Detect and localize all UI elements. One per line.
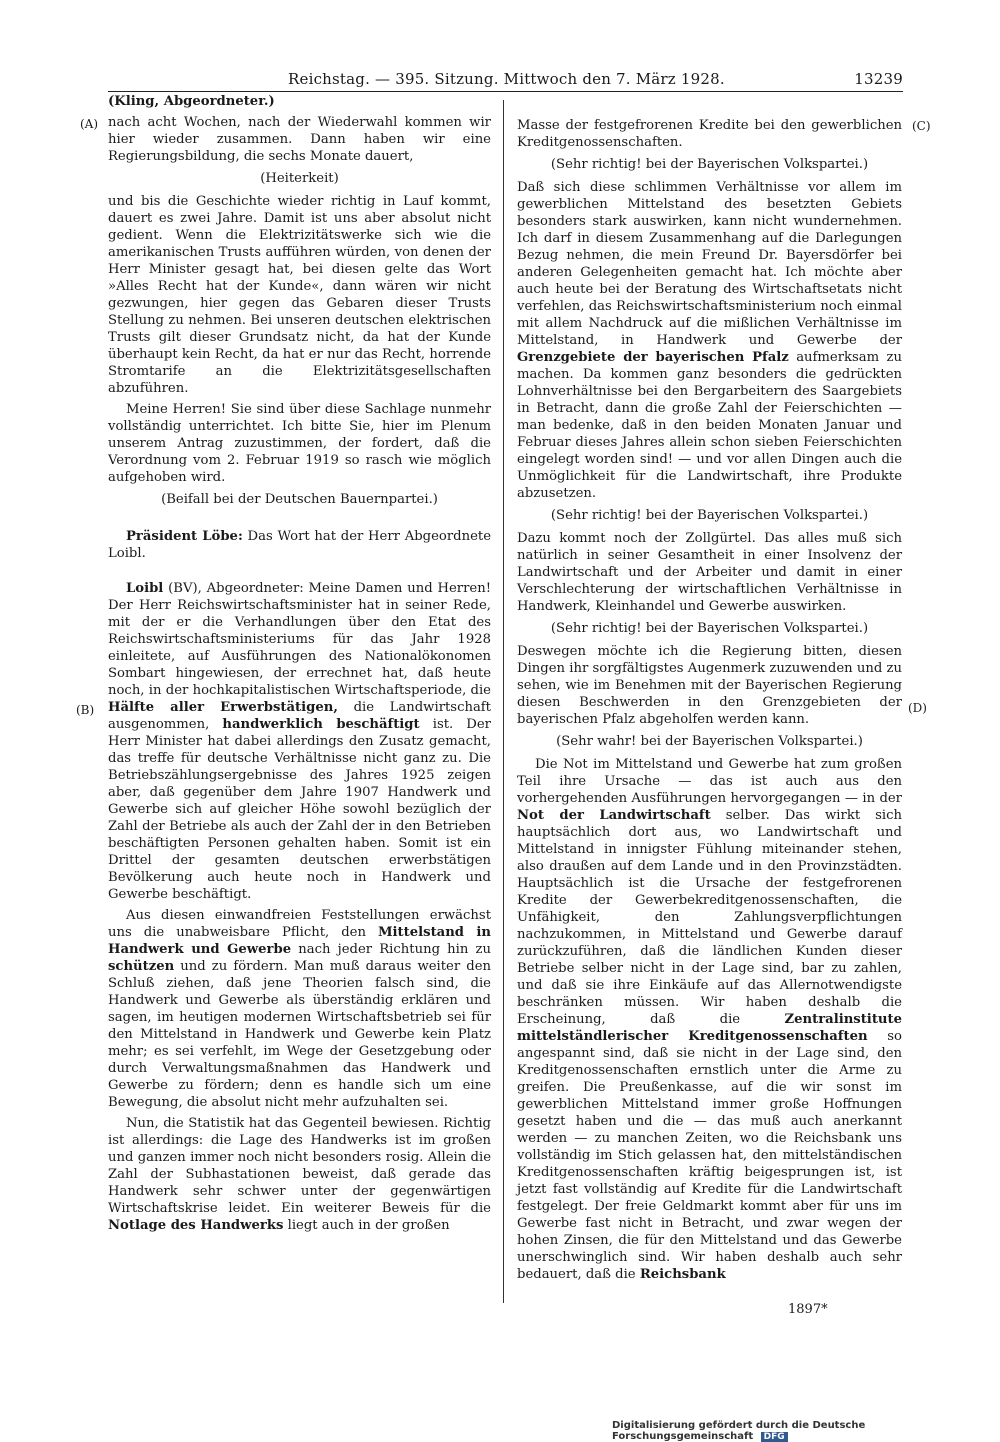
page-title: Reichstag. — 395. Sitzung. Mittwoch den 7. März 1928. [288, 70, 725, 88]
speaker-name: Loibl [126, 581, 164, 596]
signature-mark: 1897* [788, 1302, 828, 1317]
margin-marker-d: (D) [908, 701, 927, 715]
reaction: (Sehr richtig! bei der Bayerischen Volkspartei.) [550, 157, 869, 172]
left-column [108, 93, 491, 1238]
loibl-speech: Loibl (BV), Abgeordneter: Meine Damen und Herren! Der Herr Reichswirtschaftsminister hat in seiner Rede, mit der er die Verhandlungen über den Etat des Reichswirtschaftsministeriums für das Jahr 1928 einleitete, auf Ausführungen des Nationalökonomen Sombart hingewiesen, der errechnet hat, daß heute noch, in der hochkapitalistischen Wirtschaftsperiode, die Hälfte aller Erwerbstätigen, die Landwirtschaft ausgenommen, handwerklich beschäftigt ist. Der Herr Minister hat dabei allerdings den Zusatz gemacht, das treffe für deutsche Verhältnisse nicht ganz zu. Die Betriebszählungsergebnisse des Jahres 1925 zeigen aber, daß gegenüber dem Jahre 1907 Handwerk und Gewerbe sich auf gleicher Höhe sowohl bezüglich der Zahl der Betriebe als auch der Zahl der in den Betrieben beschäftigten Personen gehalten haben. Somit ist ein Drittel der gesamten deutschen erwerbstätigen Bevölkerung auch heute noch in Handwerk und Gewerbe beschäftigt. [108, 581, 491, 902]
page-header [108, 66, 903, 90]
paragraph: nach acht Wochen, nach der Wiederwahl kommen wir hier wieder zusammen. Dann haben wir eine Regierungsbildung, die sechs Monate dauert, [108, 115, 491, 164]
page-number: 13239 [854, 70, 903, 88]
speaker-name: Präsident Löbe: [126, 529, 243, 544]
paragraph: Dazu kommt noch der Zollgürtel. Das alles muß sich natürlich in seiner Gesamtheit in einer Insolvenz der Landwirtschaft und der Arbeiter und damit in einer Verschlechterung der wirtschaftlichen Verhältnisse in Handwerk, Kleinhandel und Gewerbe auswirken. [517, 531, 902, 614]
reaction: (Sehr richtig! bei der Bayerischen Volkspartei.) [550, 508, 869, 523]
margin-marker-c: (C) [912, 119, 931, 133]
paragraph: und bis die Geschichte wieder richtig in Lauf kommt, dauert es zwei Jahre. Damit ist uns aber absolut nicht gedient. Wenn die Elektrizitätswerke sich wie die amerikanischen Trusts aufführen würden, von denen der Herr Minister gesagt hat, bei diesen gelte das Wort »Alles Recht hat der Kunde«, dann wären wir nicht gezwungen, hier gegen das Gebaren dieser Trusts Stellung zu nehmen. Bei unseren deutschen elektrischen Trusts gilt dieser Grundsatz nicht, da hat der Kunde überhaupt kein Recht, da hat er nur das Recht, horrende Stromtarife an die Elektrizitätsgesellschaften abzuführen. [108, 194, 491, 396]
right-column [517, 117, 902, 1287]
paragraph: Meine Herren! Sie sind über diese Sachlage nunmehr vollständig unterrichtet. Ich bitte Sie, hier im Plenum unserem Antrag zuzustimmen, der fordert, daß die Verordnung vom 2. Februar 1919 so rasch wie möglich aufgehoben wird. [108, 402, 491, 485]
paragraph: Daß sich diese schlimmen Verhältnisse vor allem im gewerblichen Mittelstand des besetzten Gebiets besonders stark auswirken, kann nicht wundernehmen. Ich darf in diesem Zusammenhang auf die Darlegungen Bezug nehmen, die mein Freund Dr. Bayersdörfer bei anderen Gelegenheiten gemacht hat. Ich möchte aber auch heute bei der Beratung des Wirtschaftsetats nicht verfehlen, das Reichswirtschaftsministerium noch einmal mit allem Nachdruck auf die mißlichen Verhältnisse im Mittelstand, in Handwerk und Gewerbe der Grenzgebiete der bayerischen Pfalz aufmerksam zu machen. Da kommen ganz besonders die gedrückten Lohnverhältnisse bei den Bergarbeitern des Saargebiets in Betracht, dann die große Zahl der Feierschichten — man bedenke, daß in den beiden Monaten Januar und Februar dieses Jahres allein schon sieben Feierschichten eingelegt worden sind! — und vor allen Dingen auch die Unmöglichkeit für die Landwirtschaft, ihre Produkte abzusetzen. [517, 180, 903, 501]
speaker-continuation: (Kling, Abgeordneter.) [108, 94, 275, 109]
footer-credit: Digitalisierung gefördert durch die Deutsche Forschungsgemeinschaft DFG [612, 1420, 866, 1442]
reaction: (Heiterkeit) [260, 171, 339, 186]
paragraph: Deswegen möchte ich die Regierung bitten, diesen Dingen ihr sorgfältigstes Augenmerk zuzuwenden und zu sehen, wie im Benehmen mit der Bayerischen Regierung diesen Beschwerden in den Grenzgebieten der bayerischen Pfalz abgeholfen werden kann. [517, 644, 902, 727]
paragraph: Aus diesen einwandfreien Feststellungen erwächst uns die unabweisbare Pflicht, den Mittelstand in Handwerk und Gewerbe nach jeder Richtung hin zu schützen und zu fördern. Man muß daraus weiter den Schluß ziehen, daß jene Theorien falsch sind, die Handwerk und Gewerbe als überständig erklären und sagen, im heutigen modernen Wirtschaftsbetrieb sei für den Mittelstand in Handwerk und Gewerbe kein Platz mehr; es sei verfehlt, im Wege der Gesetzgebung oder durch Verwaltungsmaßnahmen das Handwerk und Gewerbe zu fördern; denn es handle sich um eine Bewegung, die absolut nicht mehr aufzuhalten sei. [108, 908, 491, 1110]
reaction: (Sehr richtig! bei der Bayerischen Volkspartei.) [550, 621, 869, 636]
president-statement: Präsident Löbe: Das Wort hat der Herr Abgeordnete Loibl. [108, 529, 491, 561]
margin-marker-b: (B) [76, 703, 95, 717]
reaction: (Sehr wahr! bei der Bayerischen Volkspartei.) [556, 734, 863, 749]
paragraph: Nun, die Statistik hat das Gegenteil bewiesen. Richtig ist allerdings: die Lage des Handwerks ist im großen und ganzen immer noch nicht besonders rosig. Allein die Zahl der Subhastationen beweist, daß gerade das Handwerk sehr schwer unter der gegenwärtigen Wirtschaftskrise leidet. Ein weiterer Beweis für die Notlage des Handwerks liegt auch in der großen [108, 1116, 491, 1233]
column-divider [503, 100, 504, 1303]
paragraph: Masse der festgefrorenen Kredite bei den gewerblichen Kreditgenossenschaften. [517, 118, 902, 150]
reaction: (Beifall bei der Deutschen Bauernpartei.) [161, 492, 438, 507]
dfg-logo: DFG [761, 1432, 788, 1442]
header-rule [108, 91, 903, 92]
paragraph: Die Not im Mittelstand und Gewerbe hat zum großen Teil ihre Ursache — das ist auch aus den vorhergehenden Ausführungen hervorgegangen — in der Not der Landwirtschaft selber. Das wirkt sich hauptsächlich dort aus, wo Landwirtschaft und Mittelstand in innigster Fühlung miteinander stehen, also draußen auf dem Lande und in den Provinzstädten. Hauptsächlich ist die Ursache der festgefrorenen Kredite der Gewerbekreditgenossenschaften, die Unfähigkeit, den Zahlungsverpflichtungen nachzukommen, in Mittelstand und Gewerbe darauf zurückzuführen, daß die ländlichen Kunden dieser Betriebe selber nicht in der Lage sind, bar zu zahlen, und daß sie ihre Einkäufe auf das Allernotwendigste beschränken müssen. Wir haben deshalb die Erscheinung, daß die Zentralinstitute mittelständlerischer Kreditgenossenschaften so angespannt sind, daß sie nicht in der Lage sind, den Kreditgenossenschaften ernstlich unter die Arme zu greifen. Die Preußenkasse, auf die wir sonst im gewerblichen Mittelstand immer große Hoffnungen gesetzt haben und die — das muß auch anerkannt werden — zu manchen Zeiten, wo die Reichsbank uns vollständig im Stich gelassen hat, den mittelständischen Kreditgenossenschaften kräftig beigesprungen ist, ist jetzt fast vollständig auf Kredite für die Landwirtschaft festgelegt. Der freie Geldmarkt kommt aber für uns im Gewerbe fast nicht in Betracht, und zwar wegen der hohen Zinsen, die für den Mittelstand und das Gewerbe unerschwinglich sind. Wir haben deshalb auch sehr bedauert, daß die Reichsbank [517, 757, 902, 1282]
margin-marker-a: (A) [80, 117, 99, 131]
